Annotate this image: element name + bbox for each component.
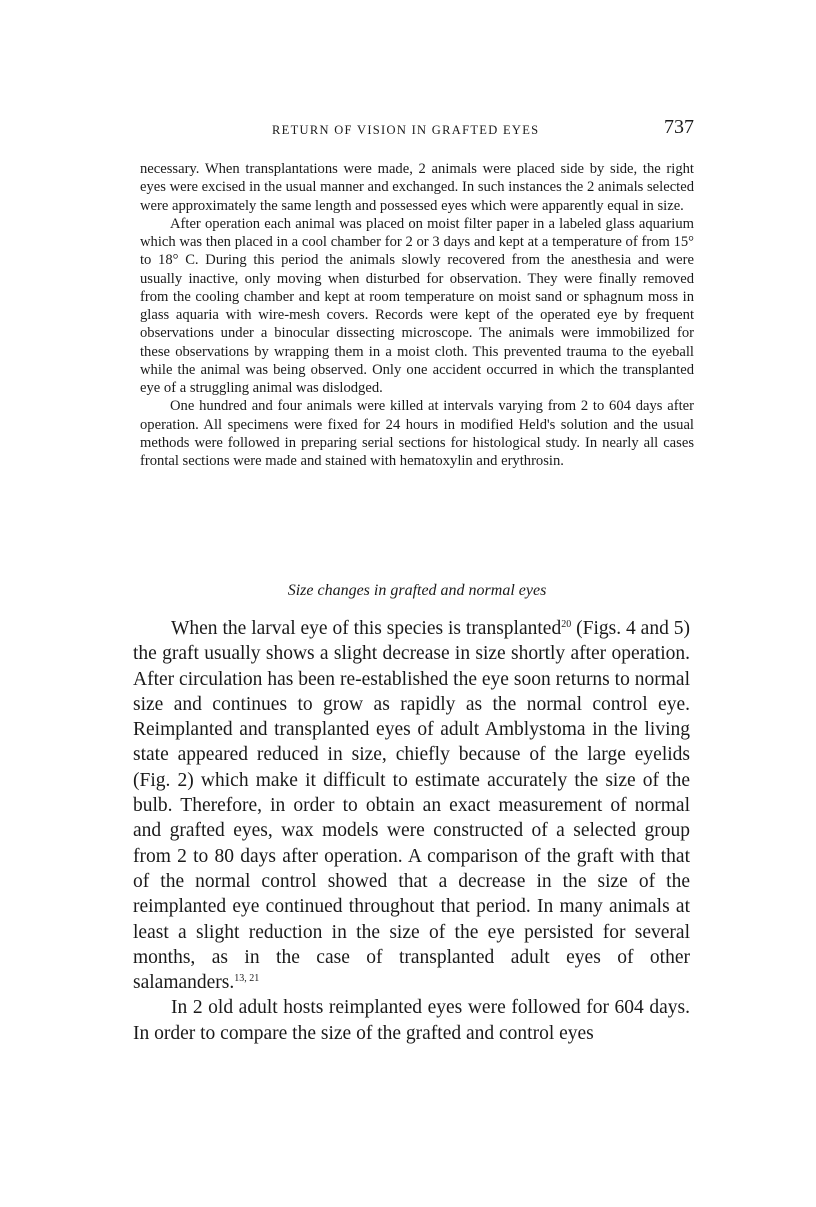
paragraph-text: (Figs. 4 and 5) the graft usually shows a slight decrease in size shortly after operation. After circulation has been re-established the eye soon returns to normal size and continues to grow as rapidly as the normal control eye. Reimplanted and transplanted eyes of adult Amblystoma in the living state appeared reduced in size, chiefly because of the large eyelids (Fig. 2) which make it difficult to estimate accurately the size of the bulb. Therefore, in order to obtain an exact measurement of normal and grafted eyes, wax models were constructed of a selected group from 2 to 80 days after operation. A comparison of the graft with that of the normal control showed that a decrease in the size of the reimplanted eye continued throughout that period. In many animals at least a slight reduction in the size of the eye persisted for several months, as in the case of transplanted adult eyes of other salamanders. [133, 618, 690, 994]
reference-superscript: 13, 21 [234, 973, 260, 985]
methods-paragraph-2: After operation each animal was placed on moist filter paper in a labeled glass aquarium which was then placed in a cool chamber for 2 or 3 days and kept at a temperature of from 15° to 18° C. During this period the animals slowly recovered from the anesthesia and were usually inactive, only moving when disturbed for observation. They were finally removed from the cooling chamber and kept at room temperature on moist sand or sphagnum moss in glass aquaria with wire-mesh covers. Records were kept of the operated eye by frequent observations under a binocular dissecting microscope. The animals were immobilized for these observations by wrapping them in a moist cloth. This prevented trauma to the eyeball while the animal was being observed. Only one accident occurred in which the transplanted eye of a struggling animal was dislodged. [140, 215, 694, 396]
methods-text [140, 160, 694, 470]
running-head [140, 116, 696, 146]
paragraph-text: When the larval eye of this species is transplanted [171, 618, 562, 639]
methods-paragraph-1: necessary. When transplantations were made, 2 animals were placed side by side, the right eyes were excised in the usual manner and exchanged. In such instances the 2 animals selected were approximately the same length and possessed eyes which were apparently equal in size. [140, 161, 694, 214]
section-paragraph-1 [133, 616, 690, 995]
running-title: RETURN OF VISION IN GRAFTED EYES [272, 123, 540, 137]
section-paragraph-2: In 2 old adult hosts reimplanted eyes were followed for 604 days. In order to compare the size of the grafted and control eyes [133, 997, 690, 1044]
section-heading: Size changes in grafted and normal eyes [287, 582, 547, 599]
section-body [133, 616, 690, 1046]
page-number: 737 [664, 116, 694, 138]
reference-superscript: 20 [561, 619, 572, 630]
methods-paragraph-3: One hundred and four animals were killed at intervals varying from 2 to 604 days after operation. All specimens were fixed for 24 hours in modified Held's solution and the usual methods were followed in preparing serial sections for histological study. In nearly all cases frontal sections were made and stained with hematoxylin and erythrosin. [140, 398, 694, 469]
